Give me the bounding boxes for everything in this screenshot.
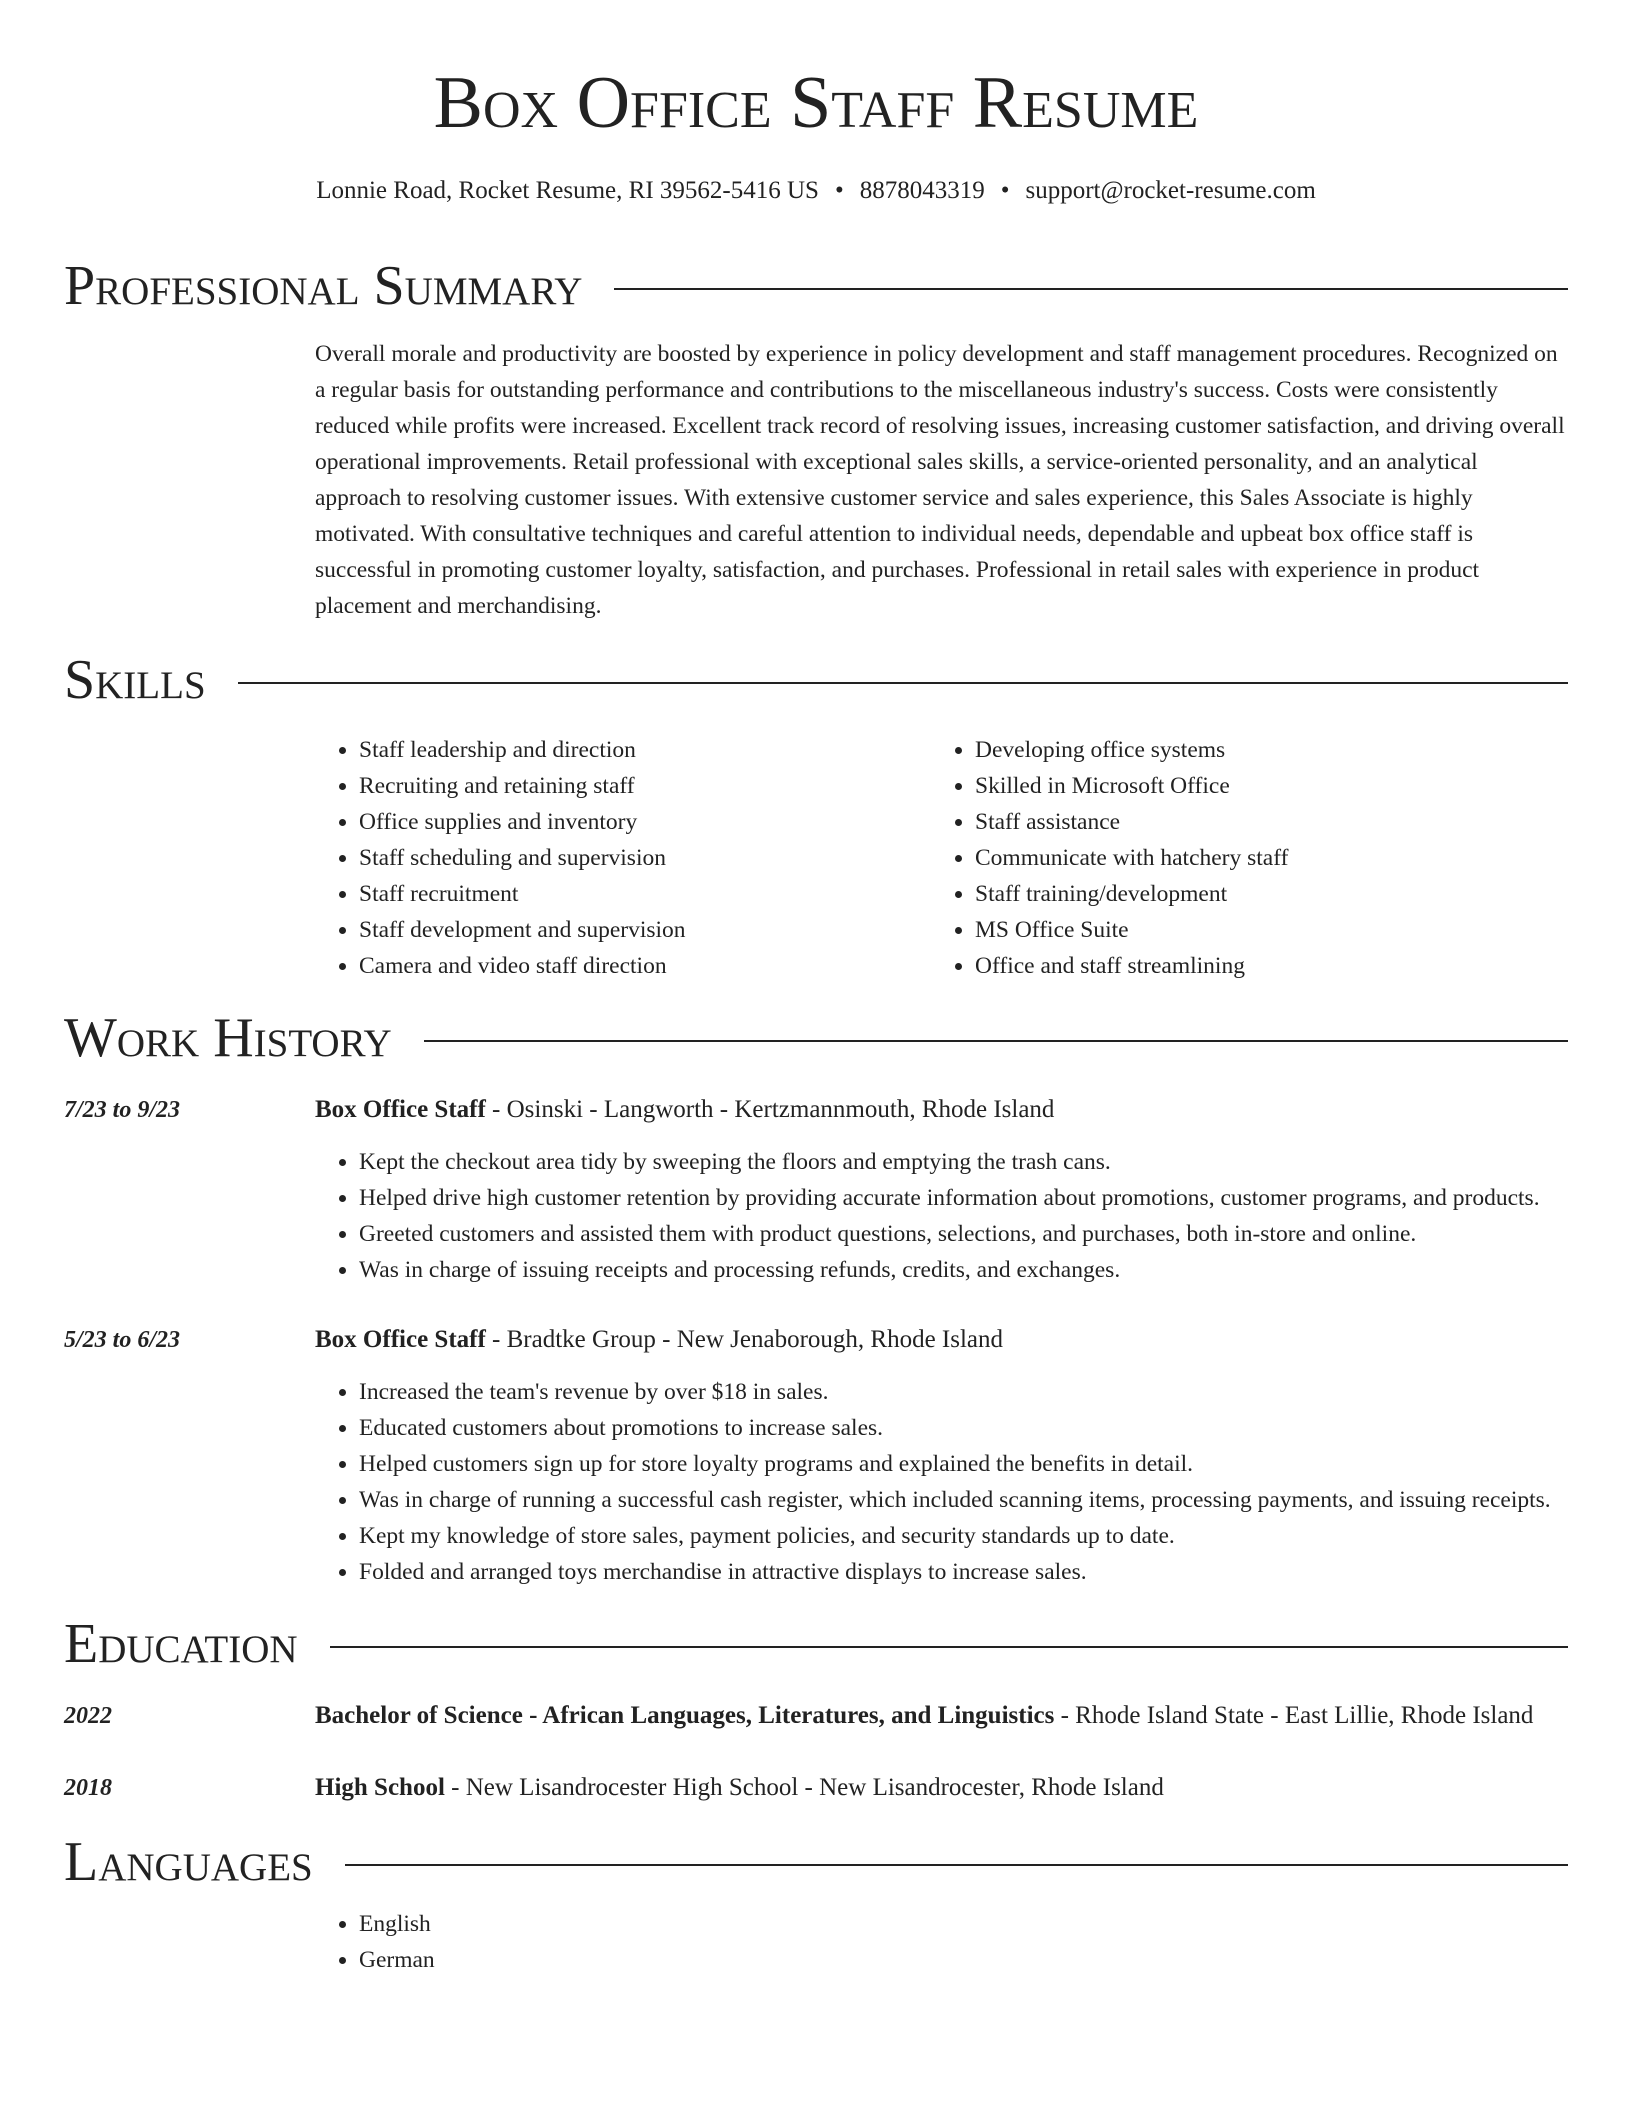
skill-item: • Camera and video staff direction — [359, 948, 931, 984]
skill-item: • Staff assistance — [975, 804, 1547, 840]
work-history-section — [64, 1006, 1568, 1590]
skills-columns — [315, 732, 1568, 984]
job-body — [315, 1090, 1568, 1288]
job-entry — [64, 1090, 1568, 1288]
section-divider — [238, 682, 1568, 684]
resume-header — [64, 0, 1568, 206]
skill-item: • Recruiting and retaining staff — [359, 768, 931, 804]
skill-item: • Staff leadership and direction — [359, 732, 931, 768]
section-heading — [64, 254, 1568, 318]
work-history-title: Work History — [64, 1007, 392, 1069]
skills-list-left — [315, 732, 931, 984]
job-role: Box Office Staff — [315, 1326, 486, 1353]
skills-title: Skills — [64, 649, 206, 711]
job-bullet: • Was in charge of running a successful cash register, which included scanning items, processing payments, and issuing receipts. — [359, 1482, 1568, 1518]
skill-item: • Staff scheduling and supervision — [359, 840, 931, 876]
job-dates: 7/23 to 9/23 — [64, 1097, 181, 1123]
section-divider — [330, 1646, 1568, 1648]
job-details: - Bradtke Group - New Jenaborough, Rhode Island — [485, 1326, 1004, 1353]
skill-item: • Communicate with hatchery staff — [975, 840, 1547, 876]
skill-item: • Office supplies and inventory — [359, 804, 931, 840]
contact-line — [64, 176, 1568, 206]
education-details: - Rhode Island State - East Lillie, Rhode Island — [1054, 1702, 1534, 1729]
job-bullets — [315, 1144, 1568, 1288]
job-bullets — [315, 1374, 1568, 1590]
section-heading — [64, 648, 1568, 712]
job-heading — [315, 1090, 1568, 1130]
skill-item: • Office and staff streamlining — [975, 948, 1547, 984]
job-bullet: • Kept the checkout area tidy by sweeping the floors and emptying the trash cans. — [359, 1144, 1568, 1180]
education-body — [315, 1696, 1568, 1736]
section-divider — [424, 1040, 1568, 1042]
resume-title: Box Office Staff Resume — [433, 62, 1199, 144]
skill-item: • Skilled in Microsoft Office — [975, 768, 1547, 804]
languages-title: Languages — [64, 1831, 313, 1893]
education-heading — [315, 1768, 1568, 1808]
education-entry — [64, 1696, 1568, 1736]
education-year: 2022 — [64, 1703, 112, 1729]
languages-section — [64, 1830, 1568, 1978]
education-year: 2018 — [64, 1775, 112, 1801]
job-bullet: • Kept my knowledge of store sales, payment policies, and security standards up to date. — [359, 1518, 1568, 1554]
section-heading — [64, 1006, 1568, 1070]
job-dates: 5/23 to 6/23 — [64, 1327, 181, 1353]
job-bullet: • Helped drive high customer retention by providing accurate information about promotions, customer programs, and products. — [359, 1180, 1568, 1216]
job-bullet: • Increased the team's revenue by over $18 in sales. — [359, 1374, 1568, 1410]
job-entry — [64, 1320, 1568, 1590]
education-entry — [64, 1768, 1568, 1808]
education-title: Education — [64, 1613, 298, 1675]
education-heading — [315, 1696, 1568, 1736]
section-heading — [64, 1830, 1568, 1894]
job-bullet: • Educated customers about promotions to increase sales. — [359, 1410, 1568, 1446]
skill-item: • MS Office Suite — [975, 912, 1547, 948]
summary-text: Overall morale and productivity are boosted by experience in policy development and staff management procedures. Recognized on a regular basis for outstanding performance and contributions to the miscellaneous industry's success. Costs were consistently reduced while profits were increased. Excellent track record of resolving issues, increasing customer satisfaction, and driving overall operational improvements. Retail professional with exceptional sales skills, a service-oriented personality, and an analytical approach to resolving customer issues. With extensive customer service and sales experience, this Sales Associate is highly motivated. With consultative techniques and careful attention to individual needs, dependable and upbeat box office staff is successful in promoting customer loyalty, satisfaction, and purchases. Professional in retail sales with experience in product placement and merchandising. — [315, 341, 1565, 619]
education-section — [64, 1612, 1568, 1808]
languages-list — [315, 1906, 1568, 1978]
job-bullet: • Greeted customers and assisted them with product questions, selections, and purchases, both in-store and online. — [359, 1216, 1568, 1252]
job-bullet: • Helped customers sign up for store loyalty programs and explained the benefits in detail. — [359, 1446, 1568, 1482]
summary-section — [64, 254, 1568, 624]
job-role: Box Office Staff — [315, 1096, 486, 1123]
contact-separator: • — [834, 177, 844, 204]
education-body — [315, 1768, 1568, 1808]
job-body — [315, 1320, 1568, 1590]
job-details: - Osinski - Langworth - Kertzmannmouth, Rhode Island — [485, 1096, 1055, 1123]
skills-section — [64, 648, 1568, 984]
skill-item: • Developing office systems — [975, 732, 1547, 768]
education-degree: Bachelor of Science - African Languages, Literatures, and Linguistics — [315, 1702, 1055, 1729]
language-item: • German — [359, 1942, 1568, 1978]
contact-address: Lonnie Road, Rocket Resume, RI 39562-5416 US — [316, 177, 819, 204]
skill-item: • Staff training/development — [975, 876, 1547, 912]
job-bullet: • Was in charge of issuing receipts and processing refunds, credits, and exchanges. — [359, 1252, 1568, 1288]
section-divider — [614, 288, 1568, 290]
job-bullet: • Folded and arranged toys merchandise in attractive displays to increase sales. — [359, 1554, 1568, 1590]
summary-title: Professional Summary — [64, 255, 583, 317]
education-details: - New Lisandrocester High School - New Lisandrocester, Rhode Island — [444, 1774, 1164, 1801]
contact-separator: • — [1000, 177, 1010, 204]
education-degree: High School — [315, 1774, 445, 1801]
contact-email[interactable]: support@rocket-resume.com — [1025, 177, 1316, 204]
contact-phone: 8878043319 — [859, 177, 985, 204]
skills-list-right — [931, 732, 1547, 984]
skill-item: • Staff development and supervision — [359, 912, 931, 948]
job-heading — [315, 1320, 1568, 1360]
section-heading — [64, 1612, 1568, 1676]
language-item: • English — [359, 1906, 1568, 1942]
skill-item: • Staff recruitment — [359, 876, 931, 912]
section-divider — [345, 1864, 1568, 1866]
